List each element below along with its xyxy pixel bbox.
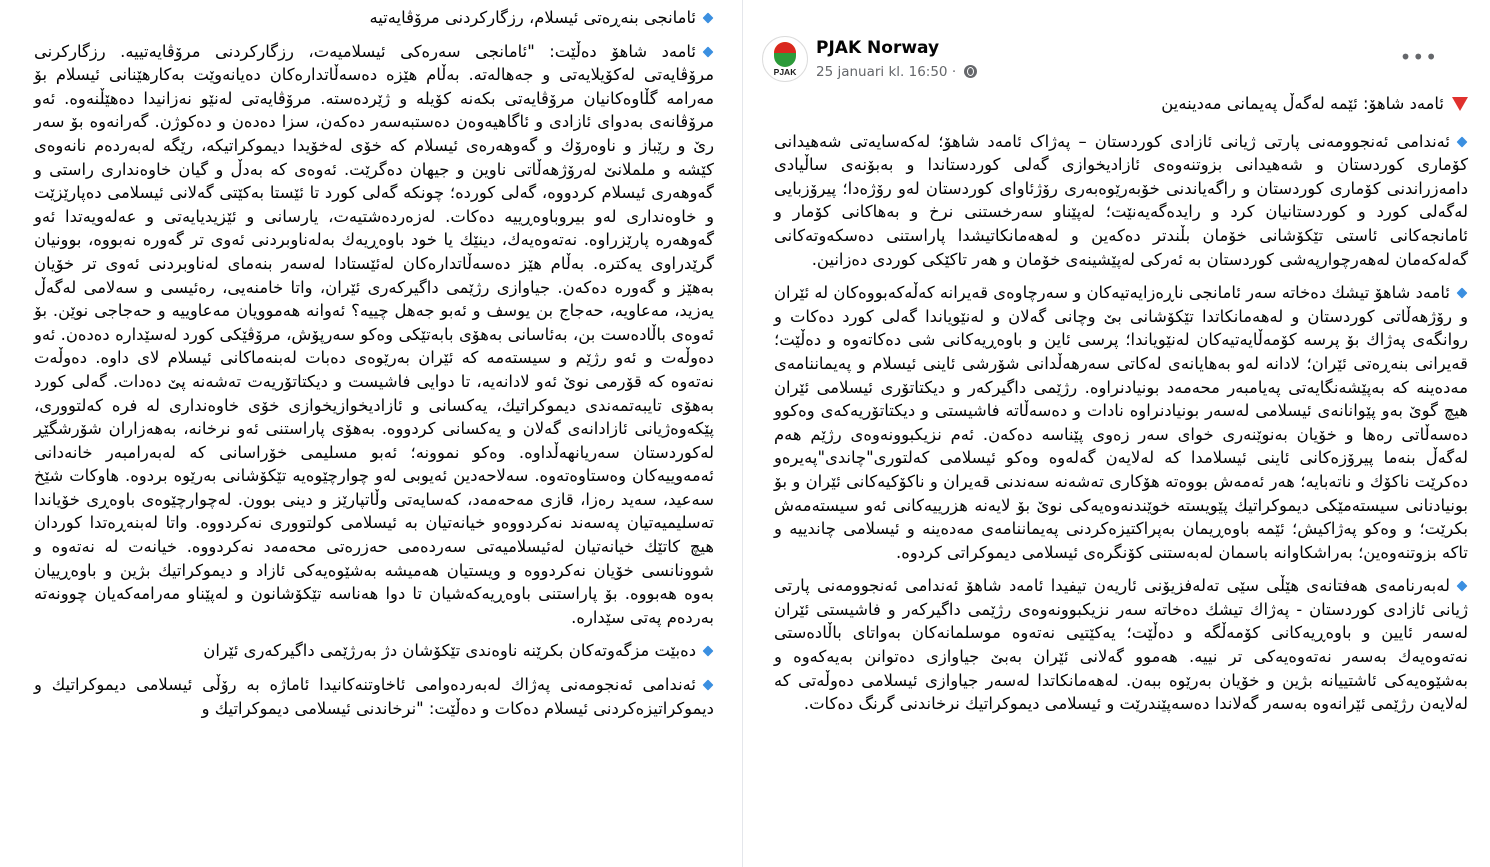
post-meta bbox=[816, 64, 977, 80]
blue-diamond-icon bbox=[702, 46, 714, 58]
right-paragraph-2: ئامەد شاهۆ تیشك دەخاتە سەر ئامانجی ناڕەزایەتیەکان و سەرچاوەی قەیرانە کەڵەکەبووەکان لە ئێران و رۆژهەڵاتی کوردستان و لەهەمانکاتدا تێکۆشانی بێ وچانی گەلان و لەنێویاندا گەلی کورد دەکات و روانگەی پەژاك بۆ پرسە کۆمەڵایەتیەکان لەنێویاندا؛ پرسی ئاین و باوەڕیەکانی شی دەکاتەوە و دەڵێت؛ قەیرانی بنەڕەتی ئێران؛ لادانە لەو بەهایانەی لەکاتی سەرهەڵدانی شۆرشی ئاینی ئیسلام و پەیماننامەی مەدەینە کە بەپێشەنگایەتی پەیامبەر محەمەد بونیادنراوە. رژێمی داگیرکەر و دیکتاتۆری ئیسلامی ئێران هیچ گوێ بەو پێوانانەی ئیسلامی لەسەر بونیادنراوە نادات و دەسەڵاتە فاشیستی و دیکتاتۆریەکەی وەکوو دەسەڵاتی رەها و خۆیان بەنوێنەری خوای سەر زەوی پێناسە دەکەن. ئەم نزیکبوونەوەی رژێم هەم لەگەڵ بنەما پیرۆزەکانی ئاینی ئیسلامدا کە لەلایەن گەلەوە وەکو ئیسلامی کەلتوری"چاندی"پەیرەو دەکرێت ناکۆك و ناتەبایە؛ هەر ئەمەش بووەتە هۆکاری تەشەنە سەندنی قەیران و ناکۆکیەکانی ئێران و بۆ بونیادنانی سیستەمێکی دیموکراتیك پێویستە خوێندنەوەیەکی نوێ بۆ لایەنە هزرییەکانی ئەو سیستەمەش بکرێت؛ و وەکو پەژاکیش؛ ئێمە باوەڕیمان بەپراکتیزەکردنی پەیماننامەی مەدەینە و ئیسلامی چاندییە و تاکە بزوتنەوەین؛ بەراشکاوانە باسمان لەبەستنی کۆنگرەی ئیسلامی دیموکراتی کردوە. bbox=[774, 283, 1468, 562]
left-paragraph-1: ئامانجی بنەڕەتی ئیسلام، رزگارکردنی مرۆڤایەتیە bbox=[34, 6, 714, 30]
post-header bbox=[750, 0, 1470, 90]
blue-diamond-icon bbox=[1456, 287, 1468, 299]
page-avatar[interactable] bbox=[762, 36, 808, 82]
post-date[interactable]: 25 januari kl. 16:50 bbox=[816, 64, 948, 80]
page-name[interactable]: PJAK Norway bbox=[816, 38, 940, 58]
blue-diamond-icon bbox=[1456, 136, 1468, 148]
right-paragraph-1: ئەندامی ئەنجوومەنی پارتی ژیانی ئازادی کوردستان – پەژاک ئامەد شاهۆ؛ لەکەسایەتی شەهیدانی کۆماری کوردستان و شەهیدانی بزوتنەوەی ئازادیخوازی گەلی کوردستاندا و بەبۆنەی ساڵیادی دامەزراندنی کۆماری کوردستان و راگەیاندنی خۆبەرێوەبەری رۆژئاوای کوردستان لەو رۆژەدا؛ پیرۆزبایی لەگەلی کورد و کوردستانیان کرد و رایدەگەیەنێت؛ لەپێناو سەرخستنی نرخ و بەهاکانی کۆمار و ئامانجەکانی ئاستی تێکۆشانی خۆمان بڵندتر دەکەین و لەهەمانکاتیشدا پاراستنی دەسکەوتەکانی گەلەکەمان لەهەرچوارپەشی کوردستان بە ئەرکی لەپێشینەی خۆمان و هەر تاکێکی کوردی دەزانین. bbox=[774, 131, 1468, 269]
blue-diamond-icon bbox=[702, 645, 714, 657]
left-paragraph-2: ئامەد شاهۆ دەڵێت: "ئامانجی سەرەکی ئیسلامیەت، رزگارکردنی مرۆڤایەتییە. رزگارکرنی مرۆڤایەتی لەکۆیلایەتی و جەهالەتە. بەڵام هێزە دەسەڵاتدارەکان دەیانەوێت بەکارهێنانی ئیسلام بۆ مەرامە گڵاوەکانیان مرۆڤایەتی بکەنە کۆیلە و ژێردەستە. مرۆڤایەتی لەنێو نەزانیدا دەهێڵنەوە. ئەو مرۆڤانەی بەدوای ئازادی و ئاگاهیەوەن دەستبەسەر دەکەن، سزا دەدەن و دەکوژن. گەرانەوە بۆ سەر رێ و رێباز و ناوەرۆك و گەوهەرەی ئیسلام کە خۆی لەخۆیدا دیموکراتیکە، رێگە لەبەردەم نانەوەی کێشە و ململانێ لەرۆژهەڵاتی ناوین و جیهان دەگرێت. ئەوەی کە بەدڵ و گیان خاوەنداری راستی و گەوهەری ئیسلام کردووە، گەلی کوردە؛ چونکە گەلی کورد تا ئێستا بەکێتی گەلانی ئیسلامی دەپارێزێت و خاوەنداری لەو بیروباوەڕییە دەکات. لەزەردەشتیەت، یارسانی و ئێزیدیایەتی و عەلەویەتدا ئەو گەوهەرە پارێزراوە. نەتەوەیەك، دینێك یا خود باوەڕیەك بەلەناوبردنی ئەوی تر گەورە نەبووە، بوونیان گرێدراوی یەکترە. بەڵام هێز دەسەڵاتدارەکان لەئێستادا لەسەر بنەمای لەناوبردنی ئەوی تر خۆیان بەهێز و گەورە دەکەن. جیاوازی رژێمی داگیرکەری ئێران، واتا خامنەیی، رەئیسی و سەلامی لەگەڵ یەزید، مەعاویە، حەجاج بن یوسف و ئەبو جەهل چییە؟ ئەوانە هەموویان مەعاوییە و حەجاجی نوێن. بۆ ئەوەی باڵادەست بن، بەئاسانی بەهۆی بابەتێکی وەکو سەرپۆش، مرۆڤێکی کورد لەسێدارە دەدەن. ئەو دەوڵەت و ئەو رژێم و سیستەمە کە ئێران بەرێوەی دەبات لەبنەماکانی ئیسلام لای داوە. دەوڵەت نەتەوە کە قۆرمی نوێ ئەو لادانەیە، تا دوایی فاشیست و دیکتاتۆریەت تەشەنە پێ دەدات. گەلی کورد بەهۆی تایبەتمەندی دیموکراتیك، یەکسانی و ئازادیخوازیخوازی خۆی خاوەنداری لە فرە کەلتووری، پێکەوەژیانی ئازادانەی گەلان و یەکسانی کردووە. بەهۆی پاراستنی ئەو نرخانە، بەهەزاران شۆرشگێڕ لەکوردستان سەریانهەڵداوە. وەکو نموونە؛ ئەبو مسلیمی خۆراسانی کە لەبەرامبەر خانەدانی ئەمەوییەکان وەستاوەتەوە. سەلاحەدین ئەیوبی لەو چوارچێوەیە تێکۆشانی بەرێوە بردوە. هاوکات شێخ سەعید، سەید رەزا، قازی مەحەمەد، کەسایەتی وڵاتپارێز و دینی بوون. لەچوارچێوەی باوەڕی خۆیاندا تەسلیمیەتیان پەسەند نەکردووەو خیانەتیان بە ئیسلامی کولتووری نەکردووە. واتا لەبنەڕەتدا کوردان هیچ کاتێك خیانەتیان لەئیسلامیەتی سەردەمی حەزرەتی محەمەد نەکردووە. خیانەت لە نەتەوە و شوونانسی خۆیان نەکردووە و ویستیان هەمیشە بەشێوەیەکی ئازاد و دیموکراتیك بژین و باوەڕییان بەوە هەبووە. بۆ پاراستنی باوەڕیەکەشیان تا دوا هەناسە تێکۆشانون و لەپێناو مەرامەکەیان چوونەتە بەردەم پەتی سێدارە. bbox=[34, 41, 714, 627]
more-options-icon[interactable]: ••• bbox=[1399, 45, 1438, 69]
globe-icon bbox=[964, 65, 977, 78]
red-triangle-icon bbox=[1452, 97, 1468, 111]
svg-text:PJAK: PJAK bbox=[773, 67, 797, 77]
left-paragraph-4: ئەندامی ئەنجومەنی پەژاك لەبەردەوامی ئاخاوتنەکانیدا ئاماژە بە رۆڵی ئیسلامی دیموکراتیك و دیموکراتیزەکردنی ئیسلام دەکات و دەڵێت: "نرخاندنی ئیسلامی دیموکراتیك و bbox=[34, 675, 714, 718]
left-post-panel bbox=[0, 0, 742, 867]
left-paragraph-3: دەبێت مزگەوتەکان بکرێنە ناوەندی تێکۆشان دژ بەرژێمی داگیرکەری ئێران bbox=[34, 639, 714, 663]
post-headline: ئامەد شاهۆ: ئێمە لەگەڵ پەیمانی مەدینەین bbox=[774, 92, 1468, 116]
blue-diamond-icon bbox=[702, 679, 714, 691]
blue-diamond-icon bbox=[1456, 580, 1468, 592]
post-body bbox=[750, 92, 1470, 716]
blue-diamond-icon bbox=[702, 12, 714, 24]
pjak-logo-icon bbox=[763, 37, 807, 81]
right-paragraph-3: لەبەرنامەی هەفتانەی هێڵی سێی تەلەفزیۆنی ئاریەن تیفیدا ئامەد شاهۆ ئەندامی ئەنجوومەنی پارتی ژیانی ئازادی کوردستان - پەژاك تیشك دەخاتە سەر نزیکبوونەوەی رژێمی داگیرکەر و فاشیستی ئێران لەسەر ئایین و باوەڕیەکانی کۆمەڵگە و دەڵێت؛ یەکێتیی نەتەوە موسلمانەکان بەواتای باڵادەستی نەتەوەیەك بەسەر نەتەوەیەکی تر نییە. هەموو گەلانی ئێران بەبێ جیاوازی دەتوانن بەیەکەوە و بەشێوەیەکی ئاشتییانە بژین و خۆیان بەرێوە ببەن. لەهەمانکاتدا لەسەر جیاوازی ئیسلامی دەوڵەتی کە لەلایەن رژێمی ئێرانەوە بەسەر گەلاندا دەسەپێندرێت و ئیسلامی دیموکراتیك نرخاندنی گرنگ دەکات. bbox=[774, 576, 1468, 714]
meta-separator: · bbox=[947, 64, 961, 80]
right-post-panel bbox=[742, 0, 1490, 867]
